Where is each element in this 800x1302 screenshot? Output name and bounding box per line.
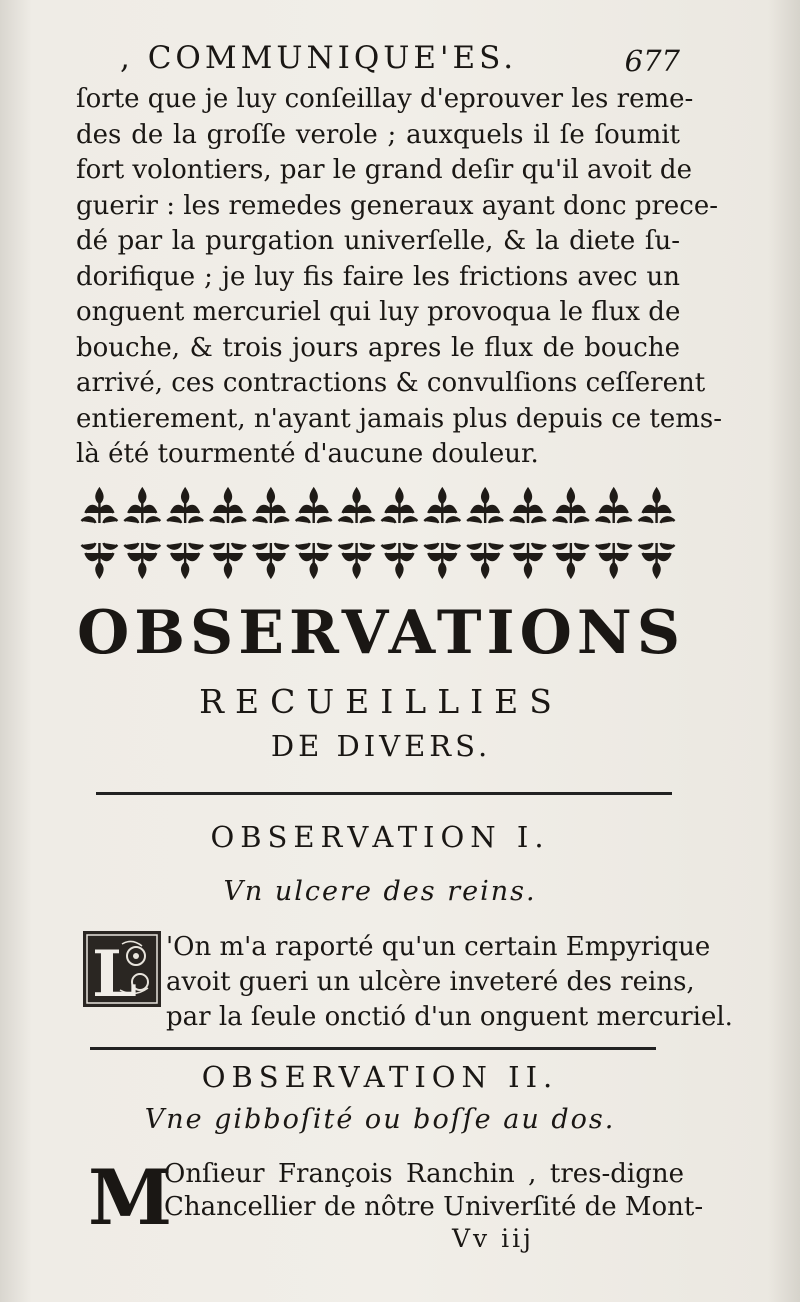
fleuron-icon bbox=[596, 543, 632, 577]
fleuron-icon bbox=[467, 543, 503, 577]
paragraph-line: 'On m'a raporté qu'un certain Empyrique bbox=[166, 932, 711, 962]
fleuron-icon bbox=[553, 489, 589, 523]
decorated-initial-L bbox=[82, 930, 162, 1008]
drop-cap-M: M bbox=[88, 1153, 173, 1242]
fleuron-icon bbox=[339, 489, 375, 523]
running-title: , COMMUNIQUE'ES. bbox=[120, 40, 518, 76]
paragraph-line: ſorte que je luy conſeillay d'eprouver les reme- bbox=[76, 84, 694, 114]
section-subtitle-2: DE DIVERS. bbox=[270, 729, 492, 763]
paragraph-line: bouche, & trois jours apres le flux de bouche bbox=[76, 332, 680, 363]
fleuron-icon bbox=[639, 543, 675, 577]
fleuron-icon bbox=[424, 489, 460, 523]
paragraph-line: là été tourmenté d'aucune douleur. bbox=[76, 439, 539, 469]
fleuron-icon bbox=[167, 489, 203, 523]
observation-1-subtitle: Vn ulcere des reins. bbox=[223, 876, 537, 907]
observation-1-text bbox=[166, 930, 733, 1035]
fleuron-icon bbox=[210, 543, 246, 577]
fleuron-icon bbox=[639, 489, 675, 523]
fleuron-icon bbox=[81, 489, 117, 523]
fleuron-icon bbox=[467, 489, 503, 523]
fleuron-icon bbox=[296, 489, 332, 523]
divider-rule bbox=[96, 792, 672, 795]
paragraph-line: guerir : les remedes generaux ayant donc prece- bbox=[76, 190, 719, 221]
observation-2-subtitle: Vne gibboſité ou boſſe au dos. bbox=[144, 1104, 616, 1135]
paragraph-line: dé par la purgation univerſelle, & la diete ſu- bbox=[76, 226, 680, 256]
signature-mark: Vv iij bbox=[452, 1224, 534, 1253]
fleuron-icon bbox=[510, 489, 546, 523]
observation-2-heading: OBSERVATION II. bbox=[201, 1060, 559, 1094]
fleuron-icon bbox=[339, 543, 375, 577]
running-head bbox=[100, 40, 680, 84]
fleuron-icon bbox=[296, 543, 332, 577]
paragraph-line: Chancellier de nôtre Univerſité de Mont- bbox=[164, 1192, 704, 1222]
fleuron-icon bbox=[510, 543, 546, 577]
fleuron-icon bbox=[253, 543, 289, 577]
section-subtitle: RECUEILLIES bbox=[199, 682, 563, 721]
fleuron-icon bbox=[381, 489, 417, 523]
paragraph-line: par la ſeule onctió d'un onguent mercuriel. bbox=[166, 1002, 733, 1032]
fleuron-ornament-bottom bbox=[78, 536, 678, 582]
page-number: 677 bbox=[624, 44, 680, 78]
observation-1-heading: OBSERVATION I. bbox=[210, 820, 550, 854]
fleuron-icon bbox=[553, 543, 589, 577]
divider-rule bbox=[90, 1047, 656, 1050]
fleuron-icon bbox=[167, 543, 203, 577]
paragraph-line: fort volontiers, par le grand deſir qu'il avoit de bbox=[76, 155, 692, 185]
paragraph-line: Onſieur François Ranchin , tres-digne bbox=[164, 1159, 684, 1189]
paragraph-line: des de la groſſe verole ; auxquels il ſe ſoumit bbox=[76, 119, 680, 150]
svg-text:L: L bbox=[92, 937, 137, 1008]
fleuron-icon bbox=[124, 543, 160, 577]
fleuron-icon bbox=[596, 489, 632, 523]
paragraph-line: onguent mercuriel qui luy provoqua le flux de bbox=[76, 297, 681, 327]
paragraph-line: entierement, n'ayant jamais plus depuis ce tems- bbox=[76, 403, 723, 434]
observation-2-text bbox=[164, 1158, 704, 1224]
fleuron-icon bbox=[81, 543, 117, 577]
paragraph-line: avoit gueri un ulcère inveteré des reins, bbox=[166, 967, 695, 997]
fleuron-icon bbox=[381, 543, 417, 577]
fleuron-icon bbox=[124, 489, 160, 523]
fleuron-icon bbox=[424, 543, 460, 577]
fleuron-icon bbox=[210, 489, 246, 523]
fleuron-icon bbox=[253, 489, 289, 523]
paragraph-line: arrivé, ces contractions & convulſions ceſſerent bbox=[76, 368, 706, 398]
section-title: OBSERVATIONS bbox=[76, 598, 686, 668]
fleuron-ornament-top bbox=[78, 484, 678, 530]
continued-paragraph bbox=[76, 82, 723, 473]
paragraph-line: dorifique ; je luy fis faire les frictions avec un bbox=[76, 261, 680, 292]
